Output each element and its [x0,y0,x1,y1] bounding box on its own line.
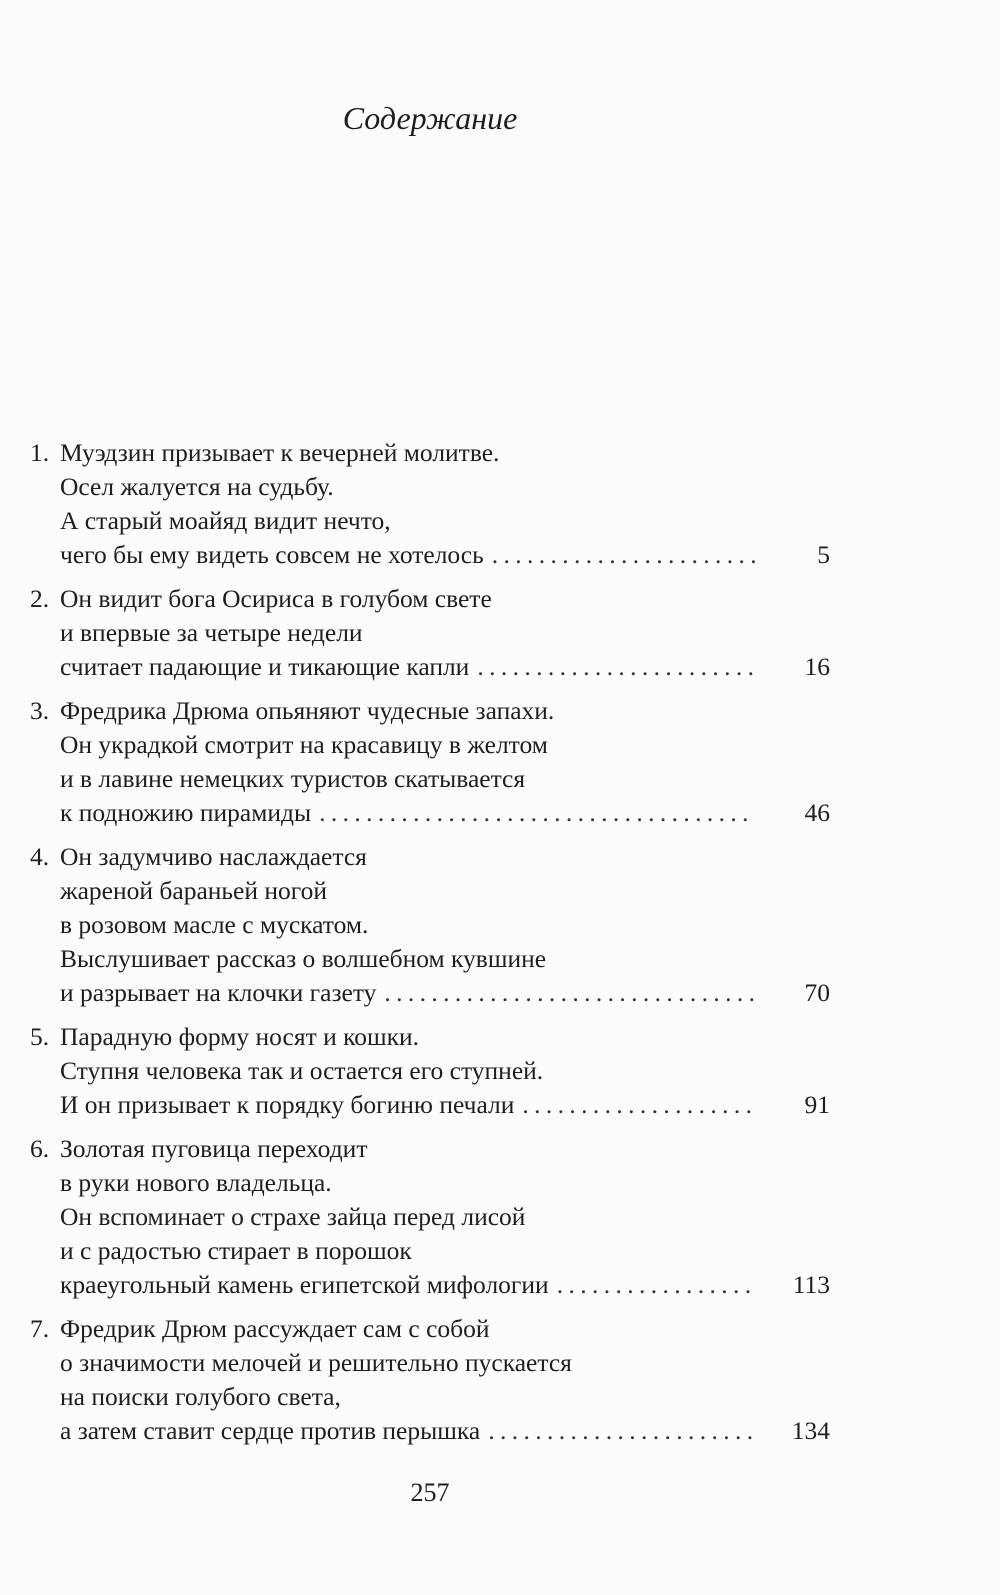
toc-entry [30,840,830,1010]
toc-entry-line [30,582,830,616]
entry-text [60,976,376,1010]
entry-text [60,1202,525,1231]
entry-text [30,696,554,725]
chapter-title-line: Он вспоминает о страхе зайца перед лисой [60,1202,526,1231]
chapter-title-line: Фредрик Дрюм рассуждает сам с собой [60,1314,490,1343]
toc-entry [30,436,830,572]
chapter-title-line: на поиски голубого света, [60,1382,341,1411]
toc-entry-line [30,538,830,572]
dot-leader [492,538,755,572]
chapter-title-line: жареной бараньей ногой [60,876,328,905]
chapter-title-line: Он украдкой смотрит на красавицу в желтом [60,730,548,759]
chapter-number: 2. [30,584,50,613]
chapter-number: 4. [30,842,50,871]
chapter-title-line: в розовом масле с мускатом. [60,910,369,939]
toc-entry-line [30,1166,830,1200]
toc-entry [30,1312,830,1448]
chapter-number: 3. [30,696,50,725]
dot-leader [477,650,755,684]
entry-text [60,730,548,759]
toc-entry-line [30,942,830,976]
toc-entry-line [30,616,830,650]
entry-text [60,650,469,684]
toc-entry-line [30,762,830,796]
entry-text [60,1088,514,1122]
chapter-title-line: Парадную форму носят и кошки. [60,1022,420,1051]
toc-entry-line [30,470,830,504]
entry-text [30,1314,490,1343]
toc-entry-line [30,908,830,942]
chapter-number: 5. [30,1022,50,1051]
entry-text [60,876,327,905]
toc-entry-line [30,1200,830,1234]
toc-entry [30,1132,830,1302]
entry-text [30,438,499,467]
entry-text [60,1268,549,1302]
entry-text [60,506,391,535]
chapter-title-line: Фредрика Дрюма опьяняют чудесные запахи. [60,696,555,725]
chapter-page-number: 70 [804,978,830,1007]
chapter-title-line: Осел жалуется на судьбу. [60,472,334,501]
toc-entry-line [30,1346,830,1380]
toc-entry-line [30,436,830,470]
toc-entry-line [30,874,830,908]
chapter-title-line: чего бы ему видеть совсем не хотелось [60,540,484,569]
entry-text [60,764,525,793]
entry-text [60,1382,341,1411]
entry-text [60,796,311,830]
entry-text [30,1134,367,1163]
chapter-title-line: краеугольный камень египетской мифологии [60,1270,549,1299]
dot-leader [557,1268,755,1302]
chapter-title-line: в руки нового владельца. [60,1168,332,1197]
chapter-title-line: и в лавине немецких туристов скатывается [60,764,526,793]
page-number: 257 [410,1478,450,1507]
entry-text [60,1236,412,1265]
chapter-page-number: 5 [817,540,830,569]
chapter-title-line: И он призывает к порядку богиню печали [60,1090,515,1119]
toc-entry-line [30,1234,830,1268]
toc-entry-line [30,1088,830,1122]
chapter-page-number: 113 [792,1270,830,1299]
chapter-title-line: Ступня человека так и остается его ступней. [60,1056,544,1085]
chapter-title-line: а затем ставит сердце против перышка [60,1416,481,1445]
table-of-contents [30,436,830,1458]
chapter-title-line: и разрывает на клочки газету [60,978,377,1007]
toc-entry [30,1020,830,1122]
toc-entry-line [30,504,830,538]
chapter-number: 6. [30,1134,50,1163]
chapter-page-number: 16 [804,652,830,681]
toc-entry-line [30,650,830,684]
chapter-number: 1. [30,438,50,467]
chapter-title-line: Муэдзин призывает к вечерней молитве. [60,438,500,467]
chapter-title-line: Выслушивает рассказ о волшебном кувшине [60,944,547,973]
entry-text [60,1348,572,1377]
toc-entry [30,694,830,830]
toc-entry-line [30,976,830,1010]
chapter-page-number: 91 [804,1090,830,1119]
chapter-title-line: о значимости мелочей и решительно пускается [60,1348,572,1377]
entry-text [60,1056,543,1085]
page-title: Содержание [342,100,518,136]
dot-leader [522,1088,755,1122]
toc-entry [30,582,830,684]
chapter-title-line: и с радостью стирает в порошок [60,1236,412,1265]
chapter-title-line: и впервые за четыре недели [60,618,363,647]
chapter-title-line: считает падающие и тикающие капли [60,652,470,681]
toc-entry-line [30,1054,830,1088]
dot-leader [319,796,755,830]
chapter-title-line: Золотая пуговица переходит [60,1134,368,1163]
entry-text [30,1022,419,1051]
entry-text [60,910,368,939]
chapter-page-number: 134 [791,1416,830,1445]
entry-text [30,842,367,871]
chapter-title-line: к подножию пирамиды [60,798,312,827]
entry-text [60,618,363,647]
entry-text [60,472,334,501]
chapter-title-line: Он задумчиво наслаждается [60,842,367,871]
entry-text [30,584,492,613]
toc-entry-line [30,796,830,830]
chapter-page-number: 46 [804,798,830,827]
chapter-title-line: Он видит бога Осириса в голубом свете [60,584,492,613]
dot-leader [384,976,755,1010]
entry-text [60,1414,480,1448]
toc-entry-line [30,1020,830,1054]
toc-entry-line [30,1132,830,1166]
dot-leader [488,1414,755,1448]
toc-entry-line [30,728,830,762]
chapter-title-line: А старый моайяд видит нечто, [60,506,391,535]
chapter-number: 7. [30,1314,50,1343]
toc-entry-line [30,840,830,874]
toc-entry-line [30,1380,830,1414]
toc-entry-line [30,694,830,728]
toc-entry-line [30,1414,830,1448]
entry-text [60,1168,332,1197]
toc-entry-line [30,1312,830,1346]
entry-text [60,944,546,973]
toc-entry-line [30,1268,830,1302]
entry-text [60,538,484,572]
